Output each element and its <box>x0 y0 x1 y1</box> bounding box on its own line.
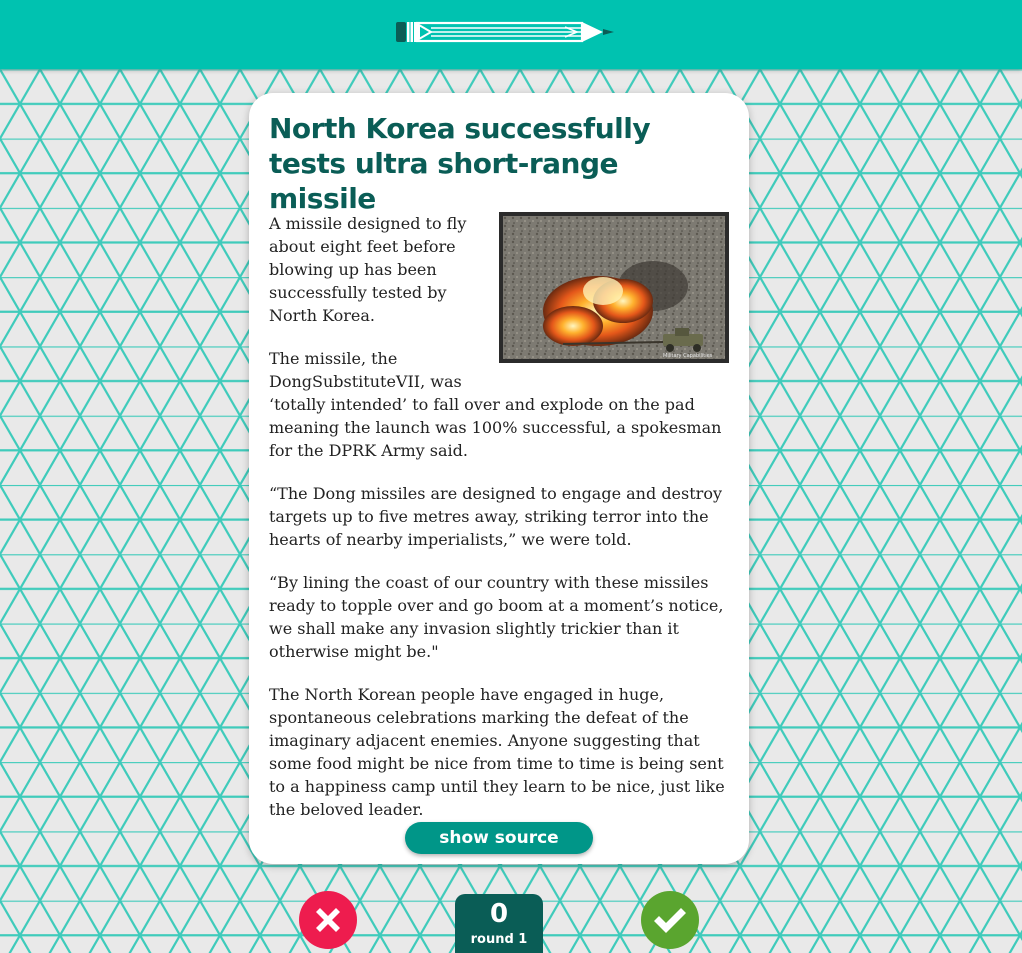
show-source-button[interactable]: show source <box>405 822 593 854</box>
checkmark-icon <box>651 903 689 937</box>
article-paragraph: “By lining the coast of our country with these missiles ready to topple over and go boom at a moment’s notice, we shall make any invasion slightly trickier than it otherwise might be." <box>269 573 724 661</box>
real-button[interactable] <box>641 891 699 949</box>
score-panel <box>455 894 543 953</box>
round-label: round 1 <box>470 932 528 947</box>
top-bar <box>0 0 1022 69</box>
article-body <box>269 212 729 841</box>
article-paragraph: “The Dong missiles are designed to engage and destroy targets up to five metres away, striking terror into the hearts of nearby imperialists,” we were told. <box>269 484 722 549</box>
article-paragraph: The North Korean people have engaged in huge, spontaneous celebrations marking the defeat of the imaginary adjacent enemies. Anyone suggesting that some food might be nice from time to time is being sent to a happiness camp until they learn to be nice, just like the beloved leader. <box>269 685 725 819</box>
photo-watermark: Military Capabilities <box>663 353 713 359</box>
fake-button[interactable] <box>299 891 357 949</box>
article-paragraph: The missile, the DongSubstituteVII, was ‘totally intended’ to fall over and explode on the pad meaning the launch was 100% successful, a spokesman for the DPRK Army said. <box>269 349 722 460</box>
article-paragraph: A missile designed to fly about eight feet before blowing up has been successfully tested by North Korea. <box>269 214 467 325</box>
x-icon <box>311 903 345 937</box>
article-card <box>249 93 749 864</box>
article-headline: North Korea successfully tests ultra short-range missile <box>269 112 651 215</box>
missile-explosion-photo <box>499 212 729 363</box>
pencil-logo-icon <box>395 19 617 45</box>
score-value: 0 <box>489 899 509 929</box>
